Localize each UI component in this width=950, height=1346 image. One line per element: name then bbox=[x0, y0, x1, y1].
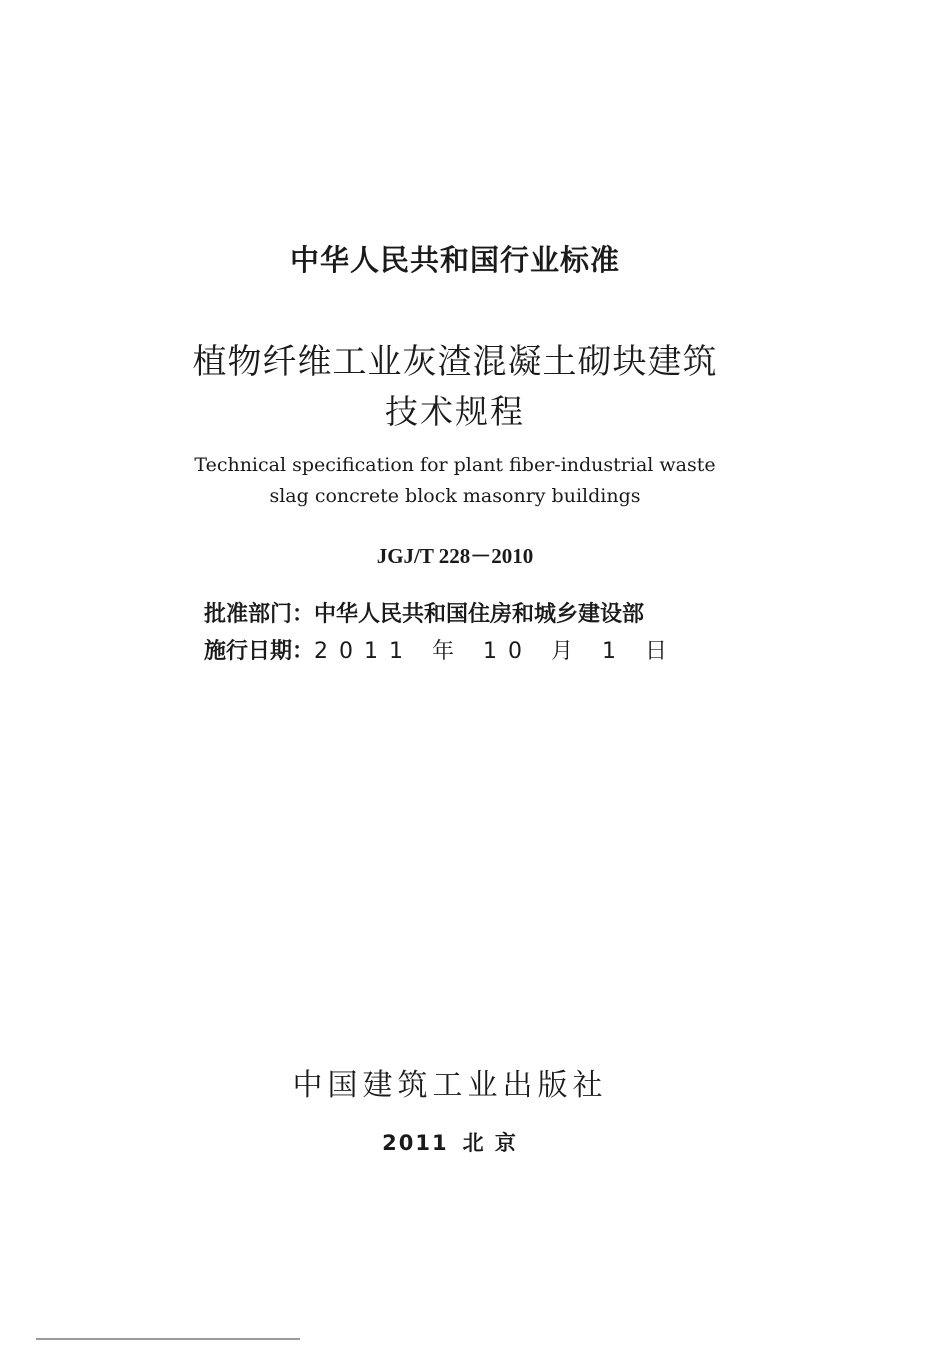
approval-value: 中华人民共和国住房和城乡建设部 bbox=[314, 602, 645, 627]
effective-date-value: 2011 年 10 月 1 日 bbox=[314, 639, 678, 664]
chinese-title-line-1: 植物纤维工业灰渣混凝土砌块建筑 bbox=[192, 342, 718, 382]
publication-year: 2011 bbox=[382, 1131, 449, 1155]
standard-type-heading: 中华人民共和国行业标准 bbox=[289, 243, 620, 277]
footer-rule bbox=[36, 1338, 300, 1340]
publication-city: 北 京 bbox=[462, 1131, 518, 1155]
english-title-line-1: Technical specification for plant fiber-industrial waste bbox=[194, 454, 716, 476]
standard-code: JGJ/T 228－2010 bbox=[376, 544, 534, 568]
chinese-title-line-2: 技术规程 bbox=[385, 392, 525, 431]
effective-date-label: 施行日期： bbox=[204, 639, 315, 664]
effective-date bbox=[204, 634, 678, 665]
publication-place bbox=[0, 1127, 925, 1157]
approval-label: 批准部门： bbox=[204, 602, 315, 627]
publisher-name: 中国建筑工业出版社 bbox=[292, 1068, 608, 1103]
approval-department bbox=[204, 597, 644, 628]
english-title-line-2: slag concrete block masonry buildings bbox=[269, 485, 641, 507]
